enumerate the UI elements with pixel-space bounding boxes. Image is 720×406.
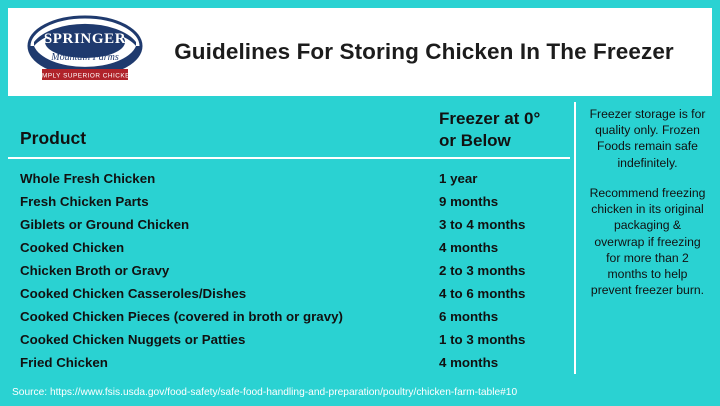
storage-note: [583, 102, 712, 374]
cell-product: Fresh Chicken Parts: [20, 194, 149, 209]
svg-text:SIMPLY SUPERIOR CHICKEN: SIMPLY SUPERIOR CHICKEN: [34, 72, 136, 80]
table-row: [8, 351, 570, 374]
table-row: [8, 190, 570, 213]
cell-time: 3 to 4 months: [439, 217, 526, 232]
content-area: [8, 102, 712, 374]
header: [8, 8, 712, 96]
svg-text:Mountain Farms: Mountain Farms: [51, 52, 119, 63]
svg-text:SPRINGER: SPRINGER: [43, 31, 127, 47]
vertical-divider: [574, 102, 576, 374]
table-rows: [8, 159, 570, 374]
column-header-freezer-line2: or Below: [439, 130, 511, 150]
table-row: [8, 167, 570, 190]
source-link[interactable]: Source: https://www.fsis.usda.gov/food-safety/safe-food-handling-and-preparation/poultry/chicken-farm-table#10: [12, 386, 518, 398]
cell-product: Giblets or Ground Chicken: [20, 217, 190, 232]
table-row: [8, 236, 570, 259]
cell-product: Cooked Chicken Casseroles/Dishes: [20, 286, 247, 301]
column-header-freezer-line1: Freezer at 0°: [439, 109, 541, 129]
cell-time: 4 months: [439, 355, 499, 370]
cell-time: 9 months: [439, 194, 499, 209]
cell-time: 6 months: [439, 309, 499, 324]
cell-time: 1 year: [439, 171, 478, 186]
cell-product: Fried Chicken: [20, 355, 108, 370]
note-paragraph-1: Freezer storage is for quality only. Frozen Foods remain safe indefinitely.: [589, 107, 706, 170]
table-header-row: [8, 102, 570, 157]
footer: [0, 378, 720, 406]
cell-product: Cooked Chicken: [20, 240, 125, 255]
springer-mountain-farms-logo: [18, 12, 152, 92]
cell-product: Chicken Broth or Gravy: [20, 263, 170, 278]
table-row: [8, 305, 570, 328]
cell-time: 4 to 6 months: [439, 286, 526, 301]
column-header-product: Product: [20, 128, 87, 149]
note-paragraph-2: Recommend freezing chicken in its original packaging & overwrap if freezing for more than 2 months to help prevent freezer burn.: [589, 185, 706, 298]
cell-time: 4 months: [439, 240, 499, 255]
cell-product: Cooked Chicken Pieces (covered in broth or gravy): [20, 309, 343, 324]
cell-time: 2 to 3 months: [439, 263, 526, 278]
table-row: [8, 213, 570, 236]
cell-product: Cooked Chicken Nuggets or Patties: [20, 332, 246, 347]
cell-product: Whole Fresh Chicken: [20, 171, 156, 186]
cell-time: 1 to 3 months: [439, 332, 526, 347]
table-row: [8, 328, 570, 351]
table-row: [8, 282, 570, 305]
page-title: Guidelines For Storing Chicken In The Freezer: [174, 39, 674, 65]
column-header-freezer: [433, 108, 570, 151]
storage-table: [8, 102, 570, 374]
table-row: [8, 259, 570, 282]
